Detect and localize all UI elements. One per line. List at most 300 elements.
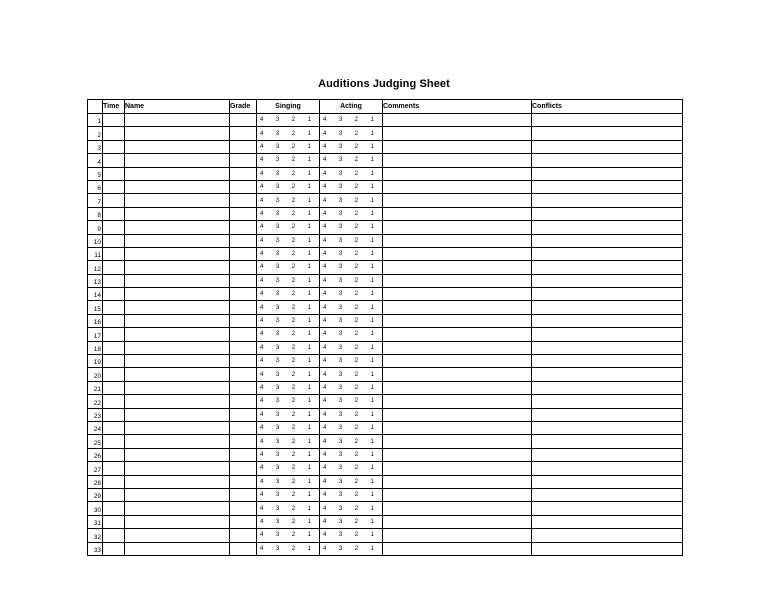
score-option[interactable]: 3 <box>275 237 280 244</box>
time-cell[interactable] <box>103 301 125 314</box>
name-cell[interactable] <box>125 194 230 207</box>
grade-cell[interactable] <box>230 221 257 234</box>
score-option[interactable]: 2 <box>354 425 359 432</box>
score-option[interactable]: 4 <box>323 210 327 217</box>
score-option[interactable]: 2 <box>291 318 296 325</box>
conflicts-cell[interactable] <box>532 381 683 394</box>
score-option[interactable]: 2 <box>354 398 359 405</box>
score-option[interactable]: 1 <box>307 331 311 338</box>
score-option[interactable]: 1 <box>370 371 374 378</box>
score-option[interactable]: 1 <box>307 545 311 552</box>
score-option[interactable]: 1 <box>307 197 311 204</box>
score-option[interactable]: 1 <box>307 385 311 391</box>
score-option[interactable]: 2 <box>291 438 296 445</box>
name-cell[interactable] <box>125 488 230 501</box>
singing-score-cell[interactable] <box>257 395 320 408</box>
singing-score-cell[interactable] <box>257 314 320 327</box>
score-option[interactable]: 2 <box>354 371 359 378</box>
score-option[interactable]: 1 <box>370 143 374 150</box>
score-option[interactable]: 3 <box>338 304 343 311</box>
score-option[interactable]: 3 <box>338 398 343 405</box>
score-option[interactable]: 3 <box>275 358 280 365</box>
score-option[interactable]: 3 <box>275 318 280 325</box>
score-option[interactable]: 1 <box>307 344 311 351</box>
score-option[interactable]: 4 <box>323 438 327 445</box>
grade-cell[interactable] <box>230 247 257 260</box>
score-option[interactable]: 1 <box>307 318 311 325</box>
score-option[interactable]: 4 <box>323 545 327 552</box>
score-option[interactable]: 2 <box>354 237 359 244</box>
comments-cell[interactable] <box>383 475 532 488</box>
grade-cell[interactable] <box>230 207 257 220</box>
score-option[interactable]: 3 <box>338 291 343 298</box>
score-option[interactable]: 4 <box>323 157 327 164</box>
score-option[interactable]: 2 <box>291 545 296 552</box>
grade-cell[interactable] <box>230 140 257 153</box>
grade-cell[interactable] <box>230 167 257 180</box>
score-option[interactable]: 1 <box>370 478 374 485</box>
score-option[interactable]: 3 <box>275 505 280 512</box>
time-cell[interactable] <box>103 421 125 434</box>
acting-score-cell[interactable] <box>320 328 383 341</box>
score-option[interactable]: 2 <box>291 371 296 378</box>
grade-cell[interactable] <box>230 488 257 501</box>
grade-cell[interactable] <box>230 154 257 167</box>
score-option[interactable]: 1 <box>370 518 374 525</box>
singing-score-cell[interactable] <box>257 515 320 528</box>
score-option[interactable]: 4 <box>260 197 264 204</box>
score-option[interactable]: 4 <box>323 385 327 391</box>
score-option[interactable]: 3 <box>338 518 343 525</box>
time-cell[interactable] <box>103 488 125 501</box>
score-option[interactable]: 4 <box>323 371 327 378</box>
acting-score-cell[interactable] <box>320 167 383 180</box>
score-option[interactable]: 4 <box>260 277 264 284</box>
singing-score-cell[interactable] <box>257 328 320 341</box>
score-option[interactable]: 4 <box>260 545 264 552</box>
time-cell[interactable] <box>103 167 125 180</box>
score-option[interactable]: 2 <box>291 451 296 458</box>
name-cell[interactable] <box>125 301 230 314</box>
time-cell[interactable] <box>103 140 125 153</box>
score-option[interactable]: 3 <box>275 371 280 378</box>
singing-score-cell[interactable] <box>257 234 320 247</box>
score-option[interactable]: 1 <box>307 398 311 405</box>
score-option[interactable]: 1 <box>307 170 311 177</box>
score-option[interactable]: 4 <box>323 251 327 258</box>
grade-cell[interactable] <box>230 502 257 515</box>
score-option[interactable]: 2 <box>354 291 359 298</box>
score-option[interactable]: 2 <box>354 451 359 458</box>
time-cell[interactable] <box>103 180 125 193</box>
score-option[interactable]: 4 <box>260 358 264 365</box>
score-option[interactable]: 2 <box>354 184 359 191</box>
acting-score-cell[interactable] <box>320 314 383 327</box>
name-cell[interactable] <box>125 475 230 488</box>
score-option[interactable]: 2 <box>354 438 359 445</box>
score-option[interactable]: 3 <box>338 143 343 150</box>
acting-score-cell[interactable] <box>320 488 383 501</box>
score-option[interactable]: 3 <box>275 224 280 231</box>
grade-cell[interactable] <box>230 328 257 341</box>
conflicts-cell[interactable] <box>532 475 683 488</box>
name-cell[interactable] <box>125 221 230 234</box>
score-option[interactable]: 4 <box>323 505 327 512</box>
time-cell[interactable] <box>103 328 125 341</box>
time-cell[interactable] <box>103 448 125 461</box>
time-cell[interactable] <box>103 502 125 515</box>
score-option[interactable]: 4 <box>323 344 327 351</box>
singing-score-cell[interactable] <box>257 127 320 140</box>
conflicts-cell[interactable] <box>532 515 683 528</box>
time-cell[interactable] <box>103 194 125 207</box>
singing-score-cell[interactable] <box>257 207 320 220</box>
score-option[interactable]: 1 <box>370 438 374 445</box>
score-option[interactable]: 4 <box>260 170 264 177</box>
score-option[interactable]: 3 <box>338 438 343 445</box>
score-option[interactable]: 1 <box>307 505 311 512</box>
time-cell[interactable] <box>103 462 125 475</box>
score-option[interactable]: 1 <box>370 344 374 351</box>
score-option[interactable]: 4 <box>323 130 327 137</box>
singing-score-cell[interactable] <box>257 542 320 555</box>
score-option[interactable]: 3 <box>275 251 280 258</box>
score-option[interactable]: 3 <box>338 277 343 284</box>
score-option[interactable]: 3 <box>338 371 343 378</box>
grade-cell[interactable] <box>230 180 257 193</box>
grade-cell[interactable] <box>230 127 257 140</box>
singing-score-cell[interactable] <box>257 529 320 542</box>
name-cell[interactable] <box>125 355 230 368</box>
score-option[interactable]: 4 <box>260 318 264 325</box>
singing-score-cell[interactable] <box>257 301 320 314</box>
grade-cell[interactable] <box>230 395 257 408</box>
grade-cell[interactable] <box>230 421 257 434</box>
conflicts-cell[interactable] <box>532 542 683 555</box>
name-cell[interactable] <box>125 395 230 408</box>
score-option[interactable]: 1 <box>370 130 374 137</box>
score-option[interactable]: 3 <box>275 344 280 351</box>
score-option[interactable]: 2 <box>291 505 296 512</box>
comments-cell[interactable] <box>383 341 532 354</box>
score-option[interactable]: 4 <box>260 518 264 525</box>
conflicts-cell[interactable] <box>532 247 683 260</box>
conflicts-cell[interactable] <box>532 261 683 274</box>
score-option[interactable]: 3 <box>338 117 343 124</box>
score-option[interactable]: 3 <box>338 451 343 458</box>
score-option[interactable]: 1 <box>307 492 311 499</box>
score-option[interactable]: 2 <box>291 197 296 204</box>
name-cell[interactable] <box>125 261 230 274</box>
score-option[interactable]: 1 <box>307 237 311 244</box>
score-option[interactable]: 4 <box>323 291 327 298</box>
score-option[interactable]: 4 <box>260 385 264 391</box>
score-option[interactable]: 1 <box>307 518 311 525</box>
name-cell[interactable] <box>125 127 230 140</box>
singing-score-cell[interactable] <box>257 421 320 434</box>
score-option[interactable]: 1 <box>307 130 311 137</box>
conflicts-cell[interactable] <box>532 207 683 220</box>
grade-cell[interactable] <box>230 381 257 394</box>
comments-cell[interactable] <box>383 355 532 368</box>
score-option[interactable]: 3 <box>338 505 343 512</box>
score-option[interactable]: 1 <box>307 251 311 258</box>
acting-score-cell[interactable] <box>320 355 383 368</box>
score-option[interactable]: 1 <box>307 210 311 217</box>
singing-score-cell[interactable] <box>257 247 320 260</box>
score-option[interactable]: 4 <box>260 251 264 258</box>
score-option[interactable]: 4 <box>260 411 264 418</box>
score-option[interactable]: 4 <box>260 371 264 378</box>
comments-cell[interactable] <box>383 207 532 220</box>
singing-score-cell[interactable] <box>257 341 320 354</box>
comments-cell[interactable] <box>383 408 532 421</box>
acting-score-cell[interactable] <box>320 475 383 488</box>
score-option[interactable]: 2 <box>354 465 359 472</box>
score-option[interactable]: 2 <box>354 264 359 271</box>
score-option[interactable]: 1 <box>370 264 374 271</box>
name-cell[interactable] <box>125 502 230 515</box>
acting-score-cell[interactable] <box>320 529 383 542</box>
score-option[interactable]: 4 <box>323 277 327 284</box>
comments-cell[interactable] <box>383 515 532 528</box>
conflicts-cell[interactable] <box>532 529 683 542</box>
grade-cell[interactable] <box>230 301 257 314</box>
singing-score-cell[interactable] <box>257 368 320 381</box>
grade-cell[interactable] <box>230 274 257 287</box>
score-option[interactable]: 1 <box>370 505 374 512</box>
conflicts-cell[interactable] <box>532 448 683 461</box>
acting-score-cell[interactable] <box>320 140 383 153</box>
score-option[interactable]: 3 <box>275 451 280 458</box>
comments-cell[interactable] <box>383 462 532 475</box>
score-option[interactable]: 2 <box>291 237 296 244</box>
conflicts-cell[interactable] <box>532 314 683 327</box>
comments-cell[interactable] <box>383 167 532 180</box>
score-option[interactable]: 1 <box>307 438 311 445</box>
score-option[interactable]: 1 <box>370 117 374 124</box>
time-cell[interactable] <box>103 274 125 287</box>
singing-score-cell[interactable] <box>257 180 320 193</box>
comments-cell[interactable] <box>383 247 532 260</box>
score-option[interactable]: 4 <box>323 304 327 311</box>
grade-cell[interactable] <box>230 234 257 247</box>
name-cell[interactable] <box>125 274 230 287</box>
score-option[interactable]: 2 <box>354 318 359 325</box>
score-option[interactable]: 1 <box>307 371 311 378</box>
score-option[interactable]: 3 <box>275 385 280 391</box>
score-option[interactable]: 3 <box>338 130 343 137</box>
score-option[interactable]: 1 <box>307 451 311 458</box>
score-option[interactable]: 1 <box>307 478 311 485</box>
score-option[interactable]: 4 <box>323 224 327 231</box>
name-cell[interactable] <box>125 207 230 220</box>
score-option[interactable]: 4 <box>323 425 327 432</box>
score-option[interactable]: 3 <box>275 130 280 137</box>
acting-score-cell[interactable] <box>320 515 383 528</box>
score-option[interactable]: 4 <box>260 130 264 137</box>
score-option[interactable]: 1 <box>370 170 374 177</box>
singing-score-cell[interactable] <box>257 355 320 368</box>
score-option[interactable]: 4 <box>323 184 327 191</box>
comments-cell[interactable] <box>383 114 532 127</box>
score-option[interactable]: 4 <box>323 143 327 150</box>
score-option[interactable]: 3 <box>275 331 280 338</box>
acting-score-cell[interactable] <box>320 207 383 220</box>
score-option[interactable]: 1 <box>370 210 374 217</box>
score-option[interactable]: 1 <box>370 358 374 365</box>
grade-cell[interactable] <box>230 341 257 354</box>
score-option[interactable]: 4 <box>323 197 327 204</box>
acting-score-cell[interactable] <box>320 261 383 274</box>
score-option[interactable]: 3 <box>275 117 280 124</box>
comments-cell[interactable] <box>383 488 532 501</box>
score-option[interactable]: 3 <box>338 385 343 391</box>
score-option[interactable]: 2 <box>291 425 296 432</box>
acting-score-cell[interactable] <box>320 154 383 167</box>
comments-cell[interactable] <box>383 435 532 448</box>
score-option[interactable]: 1 <box>370 411 374 418</box>
score-option[interactable]: 4 <box>260 143 264 150</box>
score-option[interactable]: 4 <box>323 465 327 472</box>
comments-cell[interactable] <box>383 154 532 167</box>
score-option[interactable]: 1 <box>370 318 374 325</box>
score-option[interactable]: 1 <box>307 224 311 231</box>
name-cell[interactable] <box>125 288 230 301</box>
score-option[interactable]: 4 <box>260 117 264 124</box>
acting-score-cell[interactable] <box>320 180 383 193</box>
score-option[interactable]: 4 <box>260 438 264 445</box>
conflicts-cell[interactable] <box>532 180 683 193</box>
score-option[interactable]: 4 <box>260 157 264 164</box>
comments-cell[interactable] <box>383 140 532 153</box>
score-option[interactable]: 1 <box>307 304 311 311</box>
acting-score-cell[interactable] <box>320 542 383 555</box>
score-option[interactable]: 3 <box>275 545 280 552</box>
score-option[interactable]: 2 <box>291 304 296 311</box>
conflicts-cell[interactable] <box>532 488 683 501</box>
score-option[interactable]: 3 <box>338 184 343 191</box>
name-cell[interactable] <box>125 114 230 127</box>
score-option[interactable]: 2 <box>291 291 296 298</box>
score-option[interactable]: 4 <box>323 532 327 539</box>
score-option[interactable]: 4 <box>260 237 264 244</box>
conflicts-cell[interactable] <box>532 462 683 475</box>
time-cell[interactable] <box>103 381 125 394</box>
name-cell[interactable] <box>125 314 230 327</box>
conflicts-cell[interactable] <box>532 194 683 207</box>
conflicts-cell[interactable] <box>532 221 683 234</box>
score-option[interactable]: 2 <box>291 130 296 137</box>
time-cell[interactable] <box>103 261 125 274</box>
grade-cell[interactable] <box>230 462 257 475</box>
grade-cell[interactable] <box>230 288 257 301</box>
score-option[interactable]: 2 <box>291 184 296 191</box>
score-option[interactable]: 2 <box>354 251 359 258</box>
singing-score-cell[interactable] <box>257 261 320 274</box>
name-cell[interactable] <box>125 247 230 260</box>
score-option[interactable]: 1 <box>307 411 311 418</box>
comments-cell[interactable] <box>383 301 532 314</box>
singing-score-cell[interactable] <box>257 488 320 501</box>
conflicts-cell[interactable] <box>532 355 683 368</box>
comments-cell[interactable] <box>383 127 532 140</box>
name-cell[interactable] <box>125 421 230 434</box>
score-option[interactable]: 2 <box>354 210 359 217</box>
score-option[interactable]: 4 <box>323 358 327 365</box>
singing-score-cell[interactable] <box>257 381 320 394</box>
score-option[interactable]: 2 <box>354 358 359 365</box>
score-option[interactable]: 3 <box>275 465 280 472</box>
time-cell[interactable] <box>103 221 125 234</box>
score-option[interactable]: 3 <box>338 344 343 351</box>
score-option[interactable]: 2 <box>354 224 359 231</box>
singing-score-cell[interactable] <box>257 462 320 475</box>
comments-cell[interactable] <box>383 542 532 555</box>
name-cell[interactable] <box>125 328 230 341</box>
score-option[interactable]: 3 <box>275 184 280 191</box>
name-cell[interactable] <box>125 515 230 528</box>
score-option[interactable]: 3 <box>275 304 280 311</box>
score-option[interactable]: 2 <box>291 251 296 258</box>
singing-score-cell[interactable] <box>257 221 320 234</box>
score-option[interactable]: 2 <box>291 478 296 485</box>
name-cell[interactable] <box>125 542 230 555</box>
time-cell[interactable] <box>103 529 125 542</box>
singing-score-cell[interactable] <box>257 288 320 301</box>
score-option[interactable]: 4 <box>323 492 327 499</box>
score-option[interactable]: 4 <box>260 451 264 458</box>
comments-cell[interactable] <box>383 328 532 341</box>
name-cell[interactable] <box>125 462 230 475</box>
score-option[interactable]: 4 <box>260 532 264 539</box>
score-option[interactable]: 2 <box>354 157 359 164</box>
score-option[interactable]: 2 <box>291 224 296 231</box>
score-option[interactable]: 4 <box>260 264 264 271</box>
comments-cell[interactable] <box>383 180 532 193</box>
score-option[interactable]: 2 <box>291 277 296 284</box>
time-cell[interactable] <box>103 515 125 528</box>
time-cell[interactable] <box>103 341 125 354</box>
score-option[interactable]: 3 <box>275 438 280 445</box>
score-option[interactable]: 1 <box>370 492 374 499</box>
grade-cell[interactable] <box>230 408 257 421</box>
acting-score-cell[interactable] <box>320 247 383 260</box>
score-option[interactable]: 4 <box>260 331 264 338</box>
score-option[interactable]: 3 <box>338 157 343 164</box>
score-option[interactable]: 3 <box>275 411 280 418</box>
time-cell[interactable] <box>103 234 125 247</box>
grade-cell[interactable] <box>230 355 257 368</box>
singing-score-cell[interactable] <box>257 475 320 488</box>
conflicts-cell[interactable] <box>532 288 683 301</box>
score-option[interactable]: 1 <box>370 251 374 258</box>
time-cell[interactable] <box>103 408 125 421</box>
grade-cell[interactable] <box>230 475 257 488</box>
name-cell[interactable] <box>125 234 230 247</box>
acting-score-cell[interactable] <box>320 274 383 287</box>
score-option[interactable]: 2 <box>354 411 359 418</box>
score-option[interactable]: 1 <box>370 398 374 405</box>
score-option[interactable]: 3 <box>338 224 343 231</box>
score-option[interactable]: 2 <box>291 385 296 391</box>
score-option[interactable]: 2 <box>291 143 296 150</box>
score-option[interactable]: 2 <box>291 532 296 539</box>
comments-cell[interactable] <box>383 234 532 247</box>
name-cell[interactable] <box>125 180 230 193</box>
score-option[interactable]: 2 <box>354 505 359 512</box>
score-option[interactable]: 2 <box>354 130 359 137</box>
